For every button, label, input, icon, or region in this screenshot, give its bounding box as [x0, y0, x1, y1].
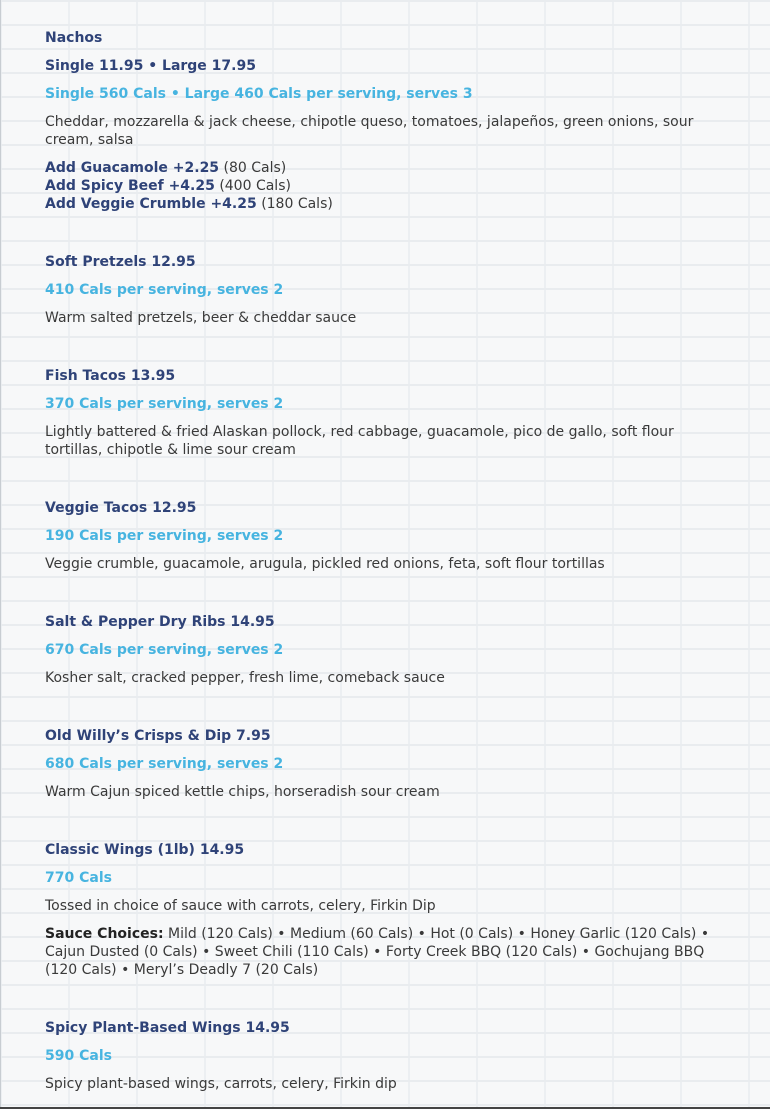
item-title: Spicy Plant-Based Wings 14.95 — [45, 1020, 290, 1036]
item-calories: 680 Cals per serving, serves 2 — [45, 756, 284, 772]
item-description: Tossed in choice of sauce with carrots, celery, Firkin Dip — [45, 898, 436, 914]
item-calories: 410 Cals per serving, serves 2 — [45, 282, 284, 298]
item-description: Kosher salt, cracked pepper, fresh lime, comeback sauce — [45, 670, 445, 686]
addon-label: Add Guacamole +2.25 — [45, 160, 220, 176]
item-description: Veggie crumble, guacamole, arugula, pickled red onions, feta, soft flour tortillas — [45, 556, 605, 572]
item-calories: 370 Cals per serving, serves 2 — [45, 396, 284, 412]
item-title: Soft Pretzels 12.95 — [45, 254, 196, 270]
item-calories: 590 Cals — [45, 1048, 112, 1064]
item-title: Veggie Tacos 12.95 — [45, 500, 197, 516]
item-calories: 190 Cals per serving, serves 2 — [45, 528, 284, 544]
item-title: Classic Wings (1lb) 14.95 — [45, 842, 245, 858]
addon-item — [45, 177, 735, 195]
addon-calories: (80 Cals) — [223, 160, 287, 176]
addon-label: Add Veggie Crumble +4.25 — [45, 196, 257, 212]
addon-item — [45, 195, 735, 213]
menu-item-veggie-tacos — [45, 499, 735, 573]
item-description: Lightly battered & fried Alaskan pollock, red cabbage, guacamole, pico de gallo, soft flour tortillas, chipotle & lime sour cream — [45, 424, 674, 458]
item-title: Old Willy’s Crisps & Dip 7.95 — [45, 728, 271, 744]
addon-label: Add Spicy Beef +4.25 — [45, 178, 215, 194]
page-left-border — [0, 0, 1, 1109]
item-title: Salt & Pepper Dry Ribs 14.95 — [45, 614, 275, 630]
item-description: Spicy plant-based wings, carrots, celery, Firkin dip — [45, 1076, 397, 1092]
item-price: Single 11.95 • Large 17.95 — [45, 58, 256, 74]
item-calories: 770 Cals — [45, 870, 112, 886]
addon-calories: (180 Cals) — [261, 196, 333, 212]
menu-item-pretzels — [45, 253, 735, 327]
sauce-choices-label: Sauce Choices: — [45, 926, 164, 942]
addon-calories: (400 Cals) — [219, 178, 291, 194]
sauce-choices-list: Mild (120 Cals) • Medium (60 Cals) • Hot (0 Cals) • Honey Garlic (120 Cals) • Cajun Dusted (0 Cals) • Sweet Chili (110 Cals) • Forty Creek BBQ (120 Cals) • Gochujang BBQ (120 Cals) • Meryl’s Deadly 7 (20 Cals) — [45, 926, 710, 978]
menu-item-nachos — [45, 29, 735, 213]
menu-item-fish-tacos — [45, 367, 735, 459]
item-title: Nachos — [45, 30, 103, 46]
menu-item-dry-ribs — [45, 613, 735, 687]
menu-item-classic-wings — [45, 841, 735, 979]
item-description: Warm salted pretzels, beer & cheddar sauce — [45, 310, 357, 326]
sauce-choices — [45, 925, 735, 979]
addon-list — [45, 159, 735, 213]
item-calories: 670 Cals per serving, serves 2 — [45, 642, 284, 658]
menu-item-plant-wings — [45, 1019, 735, 1093]
item-title: Fish Tacos 13.95 — [45, 368, 176, 384]
item-description: Cheddar, mozzarella & jack cheese, chipotle queso, tomatoes, jalapeños, green onions, sour cream, salsa — [45, 114, 694, 148]
item-description: Warm Cajun spiced kettle chips, horseradish sour cream — [45, 784, 440, 800]
item-calories: Single 560 Cals • Large 460 Cals per serving, serves 3 — [45, 86, 473, 102]
addon-item — [45, 159, 735, 177]
menu-item-crisps — [45, 727, 735, 801]
